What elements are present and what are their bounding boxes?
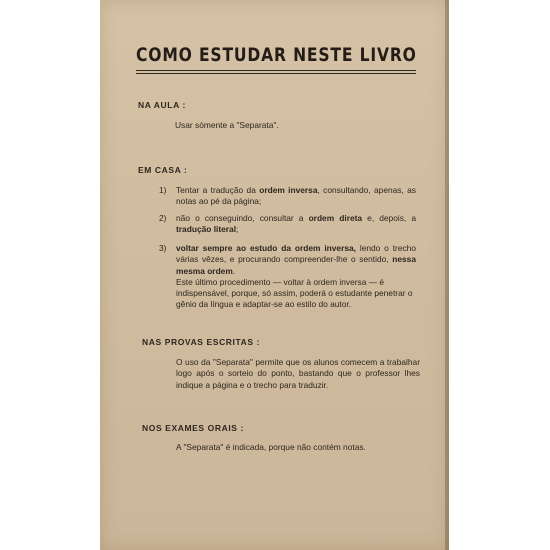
page-title: COMO ESTUDAR NESTE LIVRO bbox=[136, 44, 417, 66]
em-casa-note: Este último procedimento — voltar à ordem inversa — é indispensável, porque, só assim, poderá o estudante penetrar o gênio da língua e adaptar-se ao estilo do autor. bbox=[176, 277, 413, 309]
heading-na-aula: NA AULA : bbox=[138, 100, 186, 110]
page-edge bbox=[445, 0, 449, 550]
book-page bbox=[100, 0, 449, 550]
title-rule-top bbox=[136, 70, 416, 71]
heading-exames-orais: NOS EXAMES ORAIS : bbox=[142, 423, 244, 433]
provas-escritas-text: O uso da "Separata" permite que os alunos comecem a trabalhar logo após o sorteio do ponto, bastando que o professor lhes indique a página e o trecho para traduzir. bbox=[176, 357, 420, 390]
heading-em-casa: EM CASA : bbox=[138, 165, 188, 175]
item-number: 2) bbox=[159, 213, 167, 223]
exames-orais-text: A "Separata" é indicada, porque não contém notas. bbox=[176, 442, 366, 452]
heading-provas-escritas: NAS PROVAS ESCRITAS : bbox=[142, 337, 261, 347]
na-aula-text: Usar sòmente a "Separata". bbox=[175, 120, 279, 130]
item-number: 3) bbox=[159, 243, 167, 253]
em-casa-item-3: voltar sempre ao estudo da ordem inversa, lendo o trecho várias vêzes, e procurando compreender-lhe o sentido, nessa mesma ordem. bbox=[176, 243, 416, 276]
em-casa-item-2: não o conseguindo, consultar a ordem direta e, depois, a tradução literal; bbox=[176, 213, 416, 235]
em-casa-item-1: Tentar a tradução da ordem inversa, consultando, apenas, as notas ao pé da página; bbox=[176, 185, 416, 207]
title-rule-bottom bbox=[136, 73, 416, 74]
item-number: 1) bbox=[159, 185, 167, 195]
